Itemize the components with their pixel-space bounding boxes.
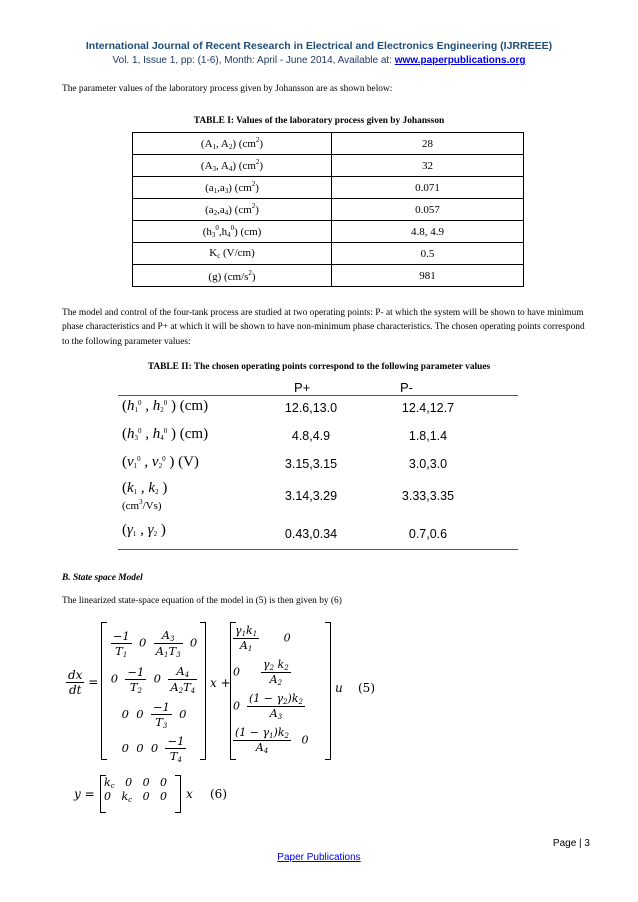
y-equals: y =	[74, 787, 95, 801]
column-header-p-plus: P+	[294, 380, 311, 395]
param-value: 0.5	[332, 243, 524, 265]
param-value: 32	[332, 155, 524, 177]
column-header-p-minus: P-	[400, 380, 413, 395]
param-value: 981	[332, 265, 524, 287]
footer-link[interactable]: Paper Publications	[277, 852, 361, 863]
table-cell: 12.4,12.7	[401, 401, 455, 415]
param-value: 0.057	[332, 199, 524, 221]
dx-dt: $\frac{dx}{dt}$ =	[68, 668, 99, 697]
table1	[132, 132, 524, 287]
table-row	[133, 221, 524, 243]
matrix-bracket	[175, 775, 181, 813]
row-label-h3-h4: ($h_3^0$ , $h_4^0$ ) (cm)	[122, 426, 209, 442]
matrix-b: $\frac{\gamma_1k_1}{A_1}$ 0 0 $\frac{\gamma_2 k_2}{A_2}$ 0 $\frac{(1 - \gamma_2)k_2}{A_3}$ $\frac{(1 - \gamma_1)k_2}{A_4}$ 0	[233, 624, 309, 755]
journal-title: International Journal of Recent Research in Electrical and Electronics Engineering (IJRREEE)	[85, 40, 553, 52]
intro-paragraph: The parameter values of the laboratory process given by Johansson are as shown below:	[62, 84, 393, 94]
equation-number-6: (6)	[210, 787, 227, 801]
table-cell: 3.15,3.15	[284, 457, 338, 471]
x-plus: x +	[210, 676, 231, 690]
table-row	[133, 133, 524, 155]
table-cell: 3.33,3.35	[401, 489, 455, 503]
param-value: 28	[332, 133, 524, 155]
param-label: $(a_1,a_3)$ $(cm^2)$	[133, 177, 332, 199]
param-value: 4.8, 4.9	[332, 221, 524, 243]
journal-info-text: Vol. 1, Issue 1, pp: (1-6), Month: April - June 2014, Available at:	[112, 55, 395, 66]
table-row	[133, 265, 524, 287]
matrix-c: $k_c$ 0 0 0 0 $k_c$ 0 0	[104, 776, 168, 804]
equation-number-5: (5)	[358, 681, 375, 695]
table-cell: 0.7,0.6	[408, 527, 448, 541]
table-cell: 1.8,1.4	[408, 429, 448, 443]
table-row	[133, 177, 524, 199]
param-label: $(h_3^0,h_4^0)$ (cm)	[133, 221, 332, 243]
row-label-h1-h2: ($h_1^0$ , $h_2^0$ ) (cm)	[122, 398, 209, 414]
section-text: The linearized state-space equation of the model in (5) is then given by (6)	[62, 596, 342, 606]
table-row	[133, 243, 524, 265]
section-heading: B. State space Model	[62, 573, 143, 583]
param-label: ($A_3$, $A_4$) $(cm^2)$	[133, 155, 332, 177]
table-row	[133, 155, 524, 177]
u-term: u	[335, 681, 343, 695]
param-label: $(a_2,a_4)$ $(cm^2)$	[133, 199, 332, 221]
param-label: ($A_1$, $A_2$) $(cm^2)$	[133, 133, 332, 155]
param-value: 0.071	[332, 177, 524, 199]
table1-caption: TABLE I: Values of the laboratory process given by Johansson	[193, 116, 445, 126]
operating-points-paragraph: The model and control of the four-tank process are studied at two operating points: P- at which the system will be shown to have minimum phase characteristics and P+ at which it will be shown to have non-minimum phase characteristics. The chosen operating points correspond to the following parameter values:	[62, 308, 585, 347]
matrix-bracket	[325, 622, 331, 760]
table-cell: 3.0,3.0	[408, 457, 448, 471]
matrix-bracket	[200, 622, 206, 760]
table-cell: 12.6,13.0	[284, 401, 338, 415]
x-term: x	[186, 787, 193, 801]
journal-url-link[interactable]: www.paperpublications.org	[394, 55, 526, 66]
bottom-divider	[118, 549, 518, 550]
param-label: (g) $(cm/s^2)$	[133, 265, 332, 287]
journal-info	[0, 55, 638, 66]
table2	[118, 378, 518, 551]
param-label: $K_c$ (V/cm)	[133, 243, 332, 265]
table2-caption: TABLE II: The chosen operating points correspond to the following parameter values	[147, 362, 491, 372]
row-label-v1-v2: ($v_1^0$ , $v_2^0$ ) (V)	[122, 454, 199, 470]
header-divider	[118, 395, 518, 396]
table-row	[133, 199, 524, 221]
row-label-k1-k2: ($k_1$ , $k_2$ ) $(cm^3/Vs)$	[122, 480, 168, 512]
row-label-gamma: ($\gamma_1$ , $\gamma_2$ )	[122, 522, 166, 538]
page-number: Page | 3	[552, 838, 590, 849]
table-cell: 4.8,4.9	[291, 429, 331, 443]
table-cell: 3.14,3.29	[284, 489, 338, 503]
table-cell: 0.43,0.34	[284, 527, 338, 541]
matrix-a: $\frac{-1}{T_1}$ 0 $\frac{A_3}{A_1T_3}$ 0 0 $\frac{-1}{T_2}$ 0 $\frac{A_4}{A_2T_4}$ 0 0 $\frac{-1}{T_3}$ 0 0 0 0 $\frac{-1}{T_4}$	[110, 628, 198, 764]
